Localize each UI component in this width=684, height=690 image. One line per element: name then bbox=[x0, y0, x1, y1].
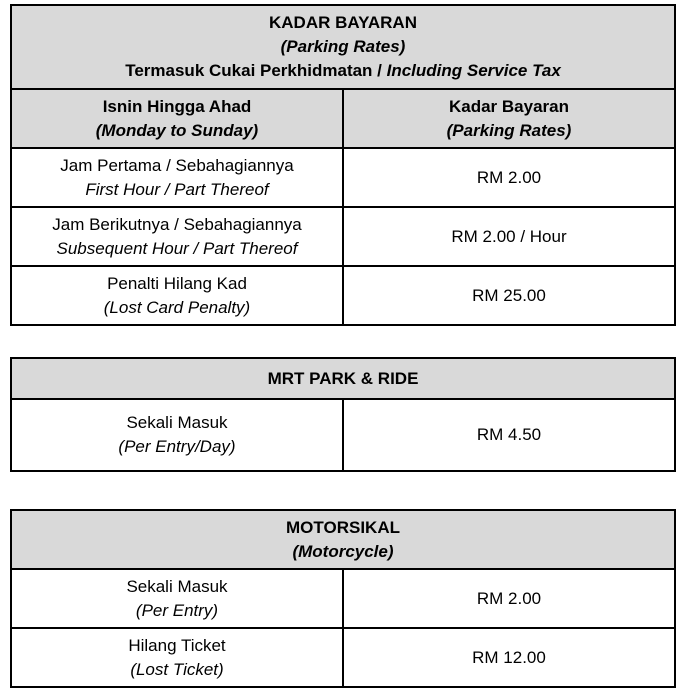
parking-rates-title: KADAR BAYARAN bbox=[269, 13, 417, 32]
rate-value: RM 2.00 bbox=[343, 148, 675, 207]
rate-value: RM 2.00 / Hour bbox=[343, 207, 675, 266]
rate-label-ms: Hilang Ticket bbox=[128, 635, 226, 655]
table-row bbox=[11, 266, 675, 325]
parking-rates-table bbox=[10, 4, 676, 326]
rate-label bbox=[11, 207, 343, 266]
motorcycle-title-en: (Motorcycle) bbox=[292, 541, 394, 561]
rate-label-ms: Jam Pertama / Sebahagiannya bbox=[60, 155, 294, 175]
motorcycle-title: MOTORSIKAL bbox=[286, 517, 400, 537]
rate-label-ms: Sekali Masuk bbox=[126, 576, 228, 596]
column-header-days-ms: Isnin Hingga Ahad bbox=[102, 96, 252, 116]
rate-label-ms: Penalti Hilang Kad bbox=[107, 273, 247, 293]
column-header-days-en: (Monday to Sunday) bbox=[95, 120, 259, 140]
table-row bbox=[11, 399, 675, 471]
rate-label bbox=[11, 628, 343, 687]
rate-label-en: (Per Entry) bbox=[135, 600, 219, 620]
service-tax-note bbox=[16, 59, 670, 83]
rate-label bbox=[11, 569, 343, 628]
rate-value: RM 2.00 bbox=[343, 569, 675, 628]
rate-label-ms: Jam Berikutnya / Sebahagiannya bbox=[52, 214, 302, 234]
rate-label-en: (Lost Card Penalty) bbox=[103, 297, 251, 317]
rate-label bbox=[11, 148, 343, 207]
service-tax-en: Including Service Tax bbox=[386, 61, 561, 80]
parking-rates-header bbox=[11, 5, 675, 89]
rate-value: RM 25.00 bbox=[343, 266, 675, 325]
rate-label-ms: Sekali Masuk bbox=[126, 413, 228, 432]
service-tax-ms: Termasuk Cukai Perkhidmatan / bbox=[125, 61, 382, 80]
parking-rates-title-en: (Parking Rates) bbox=[280, 37, 406, 56]
rate-label bbox=[11, 399, 343, 471]
mrt-park-ride-title: MRT PARK & RIDE bbox=[267, 368, 419, 388]
column-header-days bbox=[11, 89, 343, 148]
column-header-rate-en: (Parking Rates) bbox=[446, 120, 572, 140]
rate-value: RM 4.50 bbox=[343, 399, 675, 471]
rate-label-en: First Hour / Part Thereof bbox=[85, 179, 269, 199]
rate-label bbox=[11, 266, 343, 325]
table-row bbox=[11, 569, 675, 628]
motorcycle-header bbox=[11, 510, 675, 569]
column-header-rate-ms: Kadar Bayaran bbox=[448, 96, 569, 116]
rate-label-en: Subsequent Hour / Part Thereof bbox=[56, 238, 298, 258]
table-row bbox=[11, 628, 675, 687]
rate-label-en: (Lost Ticket) bbox=[130, 659, 224, 679]
motorcycle-rates-table bbox=[10, 509, 676, 688]
column-header-rate bbox=[343, 89, 675, 148]
table-row bbox=[11, 148, 675, 207]
mrt-park-ride-header bbox=[11, 358, 675, 399]
table-row bbox=[11, 207, 675, 266]
rate-label-en: (Per Entry/Day) bbox=[118, 437, 236, 456]
rate-value: RM 12.00 bbox=[343, 628, 675, 687]
mrt-park-ride-table bbox=[10, 357, 676, 472]
